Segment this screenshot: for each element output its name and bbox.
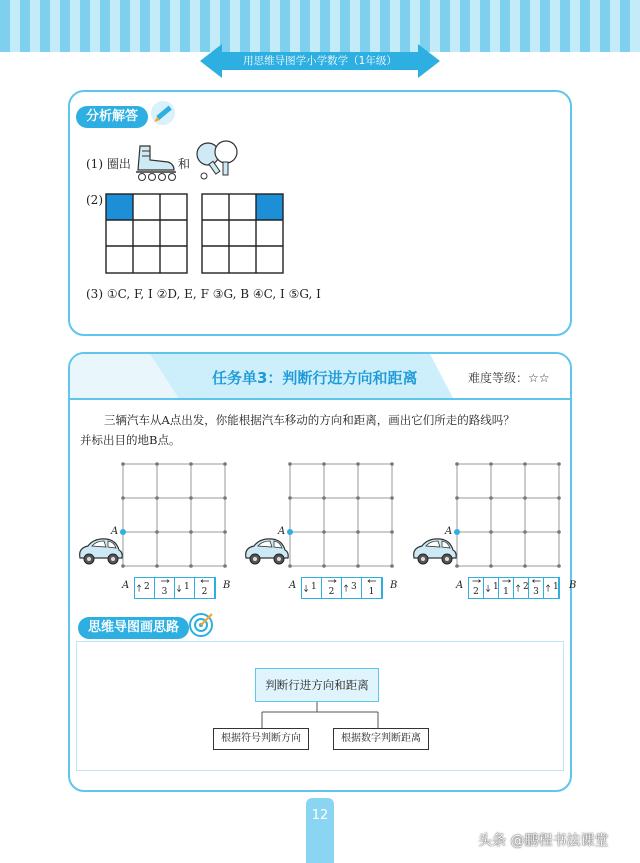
step-up [342,578,362,598]
pencil-icon [150,100,176,126]
arrow-up-icon [135,579,144,597]
difficulty-rating: 难度等级：☆☆ [468,371,550,385]
step-distance: 1 [311,582,317,592]
step-down [175,578,195,598]
route-grid-2 [286,460,396,570]
analysis-label: 分析解答 [76,106,148,128]
watermark: 头条 @鹏程书法课堂 [478,833,609,849]
q2-prefix: (2) [86,193,103,207]
mindmap-child-direction: 根据符号判断方向 [213,728,309,750]
step-left [529,578,544,598]
step-distance: 1 [553,582,559,592]
arrow-down-icon [302,579,311,597]
step-distance: 2 [523,582,529,592]
step-left [362,578,382,598]
q1-prefix: (1) 圈出 [86,157,131,171]
route-end-label: B [569,580,577,591]
step-down [484,578,499,598]
arrow-up-icon [342,579,351,597]
arrow-down-icon [484,579,493,597]
target-icon [188,612,214,638]
step-distance: 2 [328,587,335,597]
point-a-label: A [278,526,286,537]
step-up [514,578,529,598]
route-start-label: A [456,580,464,591]
route-steps-1 [134,577,216,599]
step-distance: 1 [493,582,499,592]
step-up [544,578,559,598]
task-title: 任务单3：判断行进方向和距离 [212,369,418,387]
step-left [195,578,215,598]
mindmap-child-distance: 根据数字判断距离 [333,728,429,750]
arrow-down-icon [175,579,184,597]
step-right [155,578,175,598]
step-distance: 2 [144,582,150,592]
step-right [469,578,484,598]
step-right [322,578,342,598]
answer-grid-left [104,192,190,276]
point-a-label: A [445,526,453,537]
page-number: 12 [311,808,329,823]
book-title: 用思维导图学小学数学（1年级） [243,55,397,67]
car-icon [410,534,458,568]
route-end-label: B [390,580,398,591]
step-distance: 3 [351,582,357,592]
route-start-label: A [289,580,297,591]
step-down [302,578,322,598]
ping-pong-paddles-icon [192,138,242,182]
route-grid-3 [453,460,563,570]
point-a-label: A [111,526,119,537]
instruction-line-1: 三辆汽车从A点出发，你能根据汽车移动的方向和距离，画出它们所走的路线吗？ [104,413,515,427]
route-grid-1 [119,460,229,570]
car-icon [242,534,290,568]
step-distance: 2 [201,587,208,597]
step-distance: 3 [533,587,539,597]
step-distance: 2 [473,587,479,597]
step-up [135,578,155,598]
route-start-label: A [122,580,130,591]
mindmap-label: 思维导图画思路 [78,617,189,639]
route-steps-3 [468,577,560,599]
answer-grid-right [200,192,286,276]
instruction-line-2: 并标出目的地B点。 [80,433,181,447]
step-distance: 1 [503,587,509,597]
arrow-up-icon [514,579,523,597]
step-distance: 3 [161,587,168,597]
mindmap-root: 判断行进方向和距离 [255,668,379,702]
step-distance: 1 [368,587,375,597]
car-icon [76,534,124,568]
step-distance: 1 [184,582,190,592]
roller-skate-icon [132,142,178,182]
route-steps-2 [301,577,383,599]
step-right [499,578,514,598]
route-end-label: B [223,580,231,591]
arrow-up-icon [544,579,553,597]
q3-answer: (3) ①C, F, I ②D, E, F ③G, B ④C, I ⑤G, I [86,287,321,301]
q1-joiner: 和 [178,157,191,171]
